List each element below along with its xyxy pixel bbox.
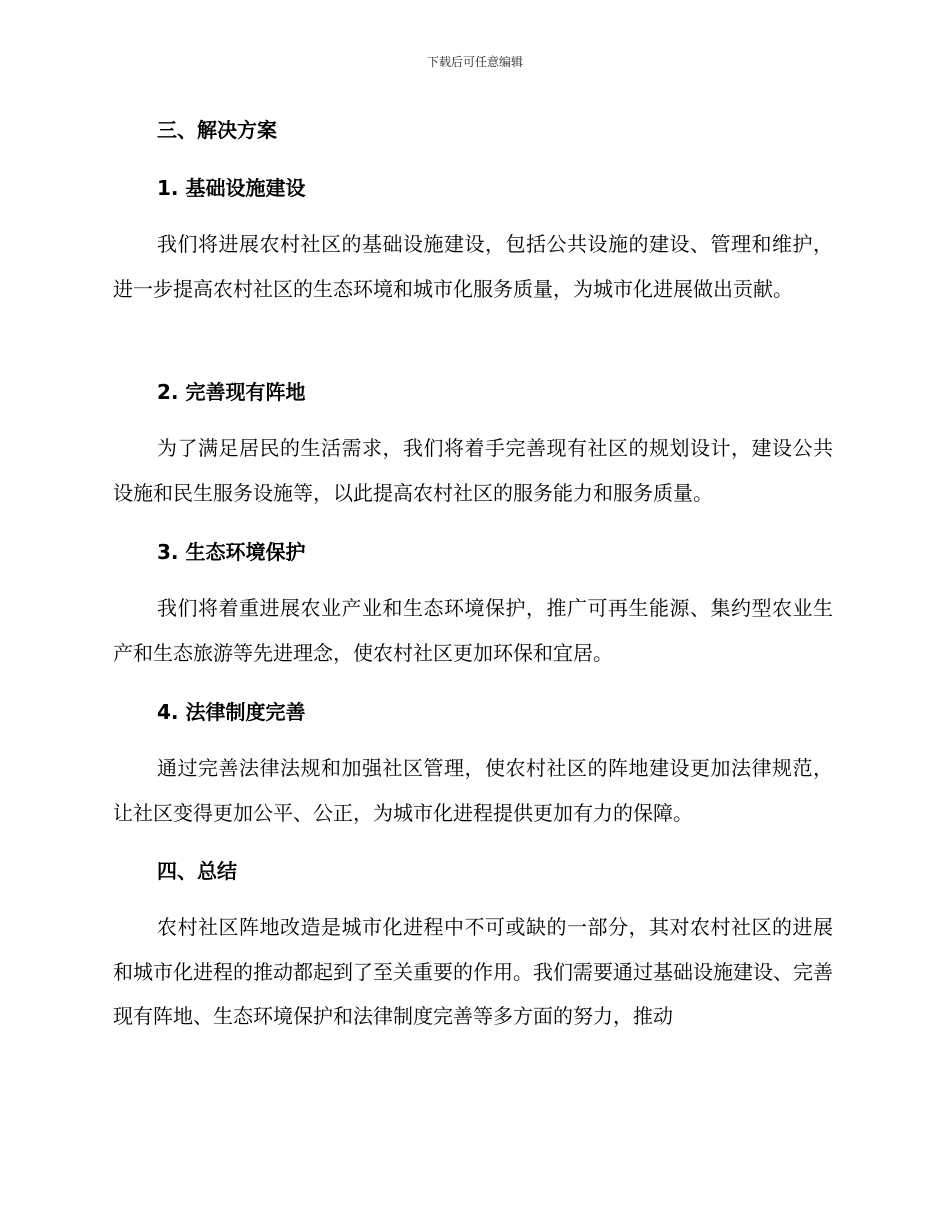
paragraph-ecology: 我们将着重进展农业产业和生态环境保护，推广可再生能源、集约型农业生产和生态旅游等先进理念，使农村社区更加环保和宜居。 <box>113 596 833 665</box>
section-heading-solutions: 三、解决方案 <box>157 118 277 142</box>
page-header: 下载后可任意编辑 <box>426 55 523 69</box>
subheading-legal: 4. 法律制度完善 <box>157 700 306 724</box>
paragraph-improve-existing: 为了满足居民的生活需求，我们将着手完善现有社区的规划设计，建设公共设施和民生服务设施等，以此提高农村社区的服务能力和服务质量。 <box>113 436 833 505</box>
section-heading-summary: 四、总结 <box>157 859 237 883</box>
paragraph-infrastructure: 我们将进展农村社区的基础设施建设，包括公共设施的建设、管理和维护，进一步提高农村社区的生态环境和城市化服务质量，为城市化进展做出贡献。 <box>113 232 833 301</box>
subheading-ecology: 3. 生态环境保护 <box>157 540 306 564</box>
subheading-infrastructure: 1. 基础设施建设 <box>157 176 306 200</box>
subheading-improve-existing: 2. 完善现有阵地 <box>157 380 306 404</box>
paragraph-legal: 通过完善法律法规和加强社区管理，使农村社区的阵地建设更加法律规范，让社区变得更加公平、公正，为城市化进程提供更加有力的保障。 <box>113 756 833 825</box>
paragraph-summary: 农村社区阵地改造是城市化进程中不可或缺的一部分，其对农村社区的进展和城市化进程的推动都起到了至关重要的作用。我们需要通过基础设施建设、完善现有阵地、生态环境保护和法律制度完善等多方面的努力，推动 <box>113 915 833 1028</box>
